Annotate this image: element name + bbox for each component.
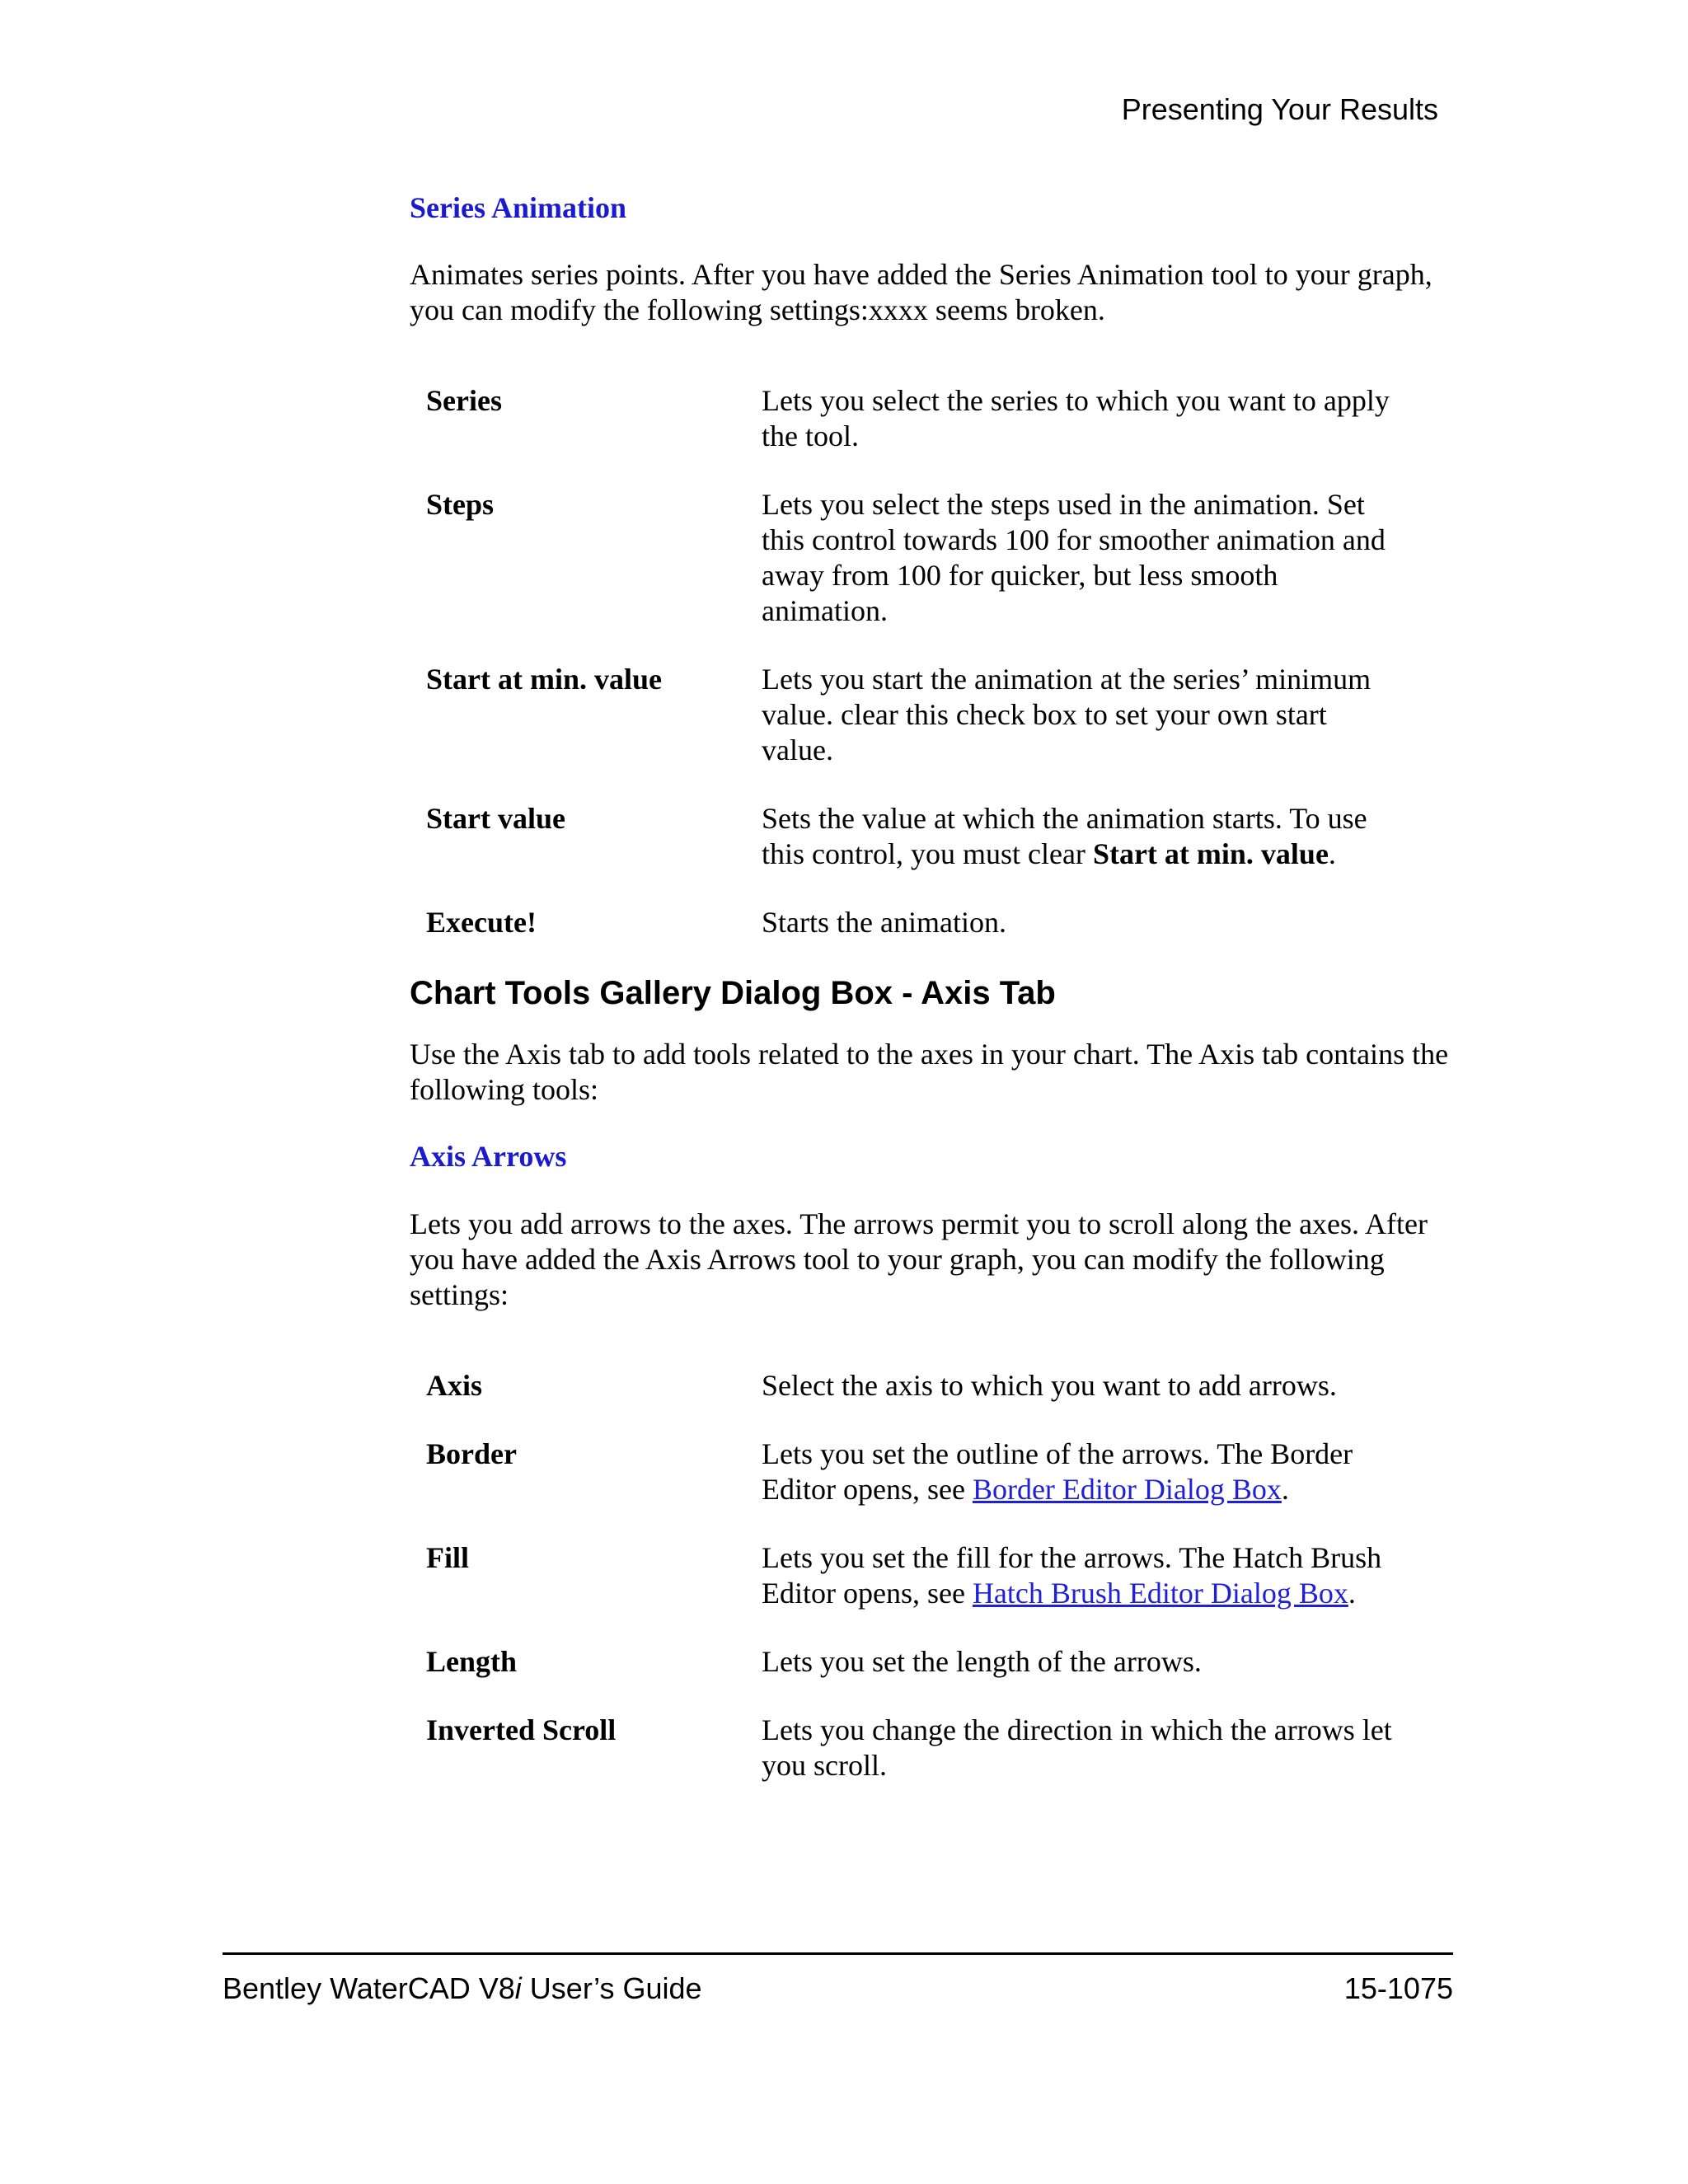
setting-name: Length (426, 1645, 518, 1678)
border-editor-link[interactable]: Border Editor Dialog Box (972, 1473, 1282, 1506)
setting-description: Lets you select the series to which you want to apply the tool. (762, 384, 1390, 452)
setting-description-text: Sets the value at which the animation starts. To use this control, you must clear (762, 802, 1367, 870)
setting-name: Start value (426, 802, 565, 835)
series-animation-settings (410, 383, 1465, 940)
axis-arrows-heading: Axis Arrows (410, 1140, 567, 1173)
setting-reference-bold: Start at min. value (1092, 837, 1329, 870)
setting-description-end: . (1328, 837, 1336, 870)
setting-name: Execute! (426, 906, 537, 939)
setting-description-end: . (1281, 1473, 1289, 1506)
setting-name: Series (426, 384, 502, 417)
axis-arrows-settings (410, 1368, 1465, 1783)
footer-guide-title (223, 1971, 702, 2006)
setting-description: Select the axis to which you want to add arrows. (762, 1369, 1337, 1402)
setting-row-length (410, 1644, 1465, 1680)
setting-row-execute (410, 905, 1465, 940)
setting-row-inverted-scroll (410, 1713, 1465, 1783)
axis-arrows-intro: Lets you add arrows to the axes. The arrows permit you to scroll along the axes. After you have added the Axis Arrows tool to your graph, you can modify the following settings: (410, 1207, 1428, 1311)
setting-name: Fill (426, 1541, 469, 1574)
guide-title-suffix: User’s Guide (521, 1971, 702, 2005)
setting-description: Lets you set the length of the arrows. (762, 1645, 1202, 1678)
setting-description (762, 801, 1404, 872)
setting-row-border (410, 1436, 1465, 1507)
setting-name: Border (426, 1437, 517, 1470)
setting-description: Lets you select the steps used in the animation. Set this control towards 100 for smoother animation and away from 100 for quicker, but less smooth animation. (762, 488, 1386, 627)
setting-description (762, 1540, 1404, 1611)
hatch-brush-editor-link[interactable]: Hatch Brush Editor Dialog Box (972, 1577, 1348, 1610)
setting-description: Lets you start the animation at the series’ minimum value. clear this check box to set your own start value. (762, 663, 1372, 766)
setting-description (762, 1436, 1404, 1507)
page-body (410, 190, 1465, 1783)
axis-tab-title: Chart Tools Gallery Dialog Box - Axis Tab (410, 975, 1056, 1011)
axis-tab-intro: Use the Axis tab to add tools related to the axes in your chart. The Axis tab contains the following tools: (410, 1038, 1449, 1106)
setting-row-axis (410, 1368, 1465, 1404)
guide-title-italic: i (514, 1971, 522, 2005)
setting-name: Steps (426, 488, 495, 521)
series-animation-heading: Series Animation (410, 191, 627, 224)
page-number: 15-1075 (1343, 1971, 1453, 2005)
running-head: Presenting Your Results (1121, 92, 1438, 126)
setting-name: Axis (426, 1369, 483, 1402)
setting-row-start-at-min (410, 662, 1465, 768)
setting-description-text: Lets you set the fill for the arrows. The Hatch Brush Editor opens, see (762, 1541, 1382, 1610)
footer-rule (223, 1952, 1453, 1955)
setting-name: Inverted Scroll (426, 1713, 617, 1746)
setting-row-steps (410, 487, 1465, 629)
setting-row-series (410, 383, 1465, 454)
guide-title-prefix: Bentley WaterCAD V8 (223, 1971, 515, 2005)
setting-description: Lets you change the direction in which the arrows let you scroll. (762, 1713, 1392, 1782)
setting-name: Start at min. value (426, 663, 662, 696)
setting-description-end: . (1348, 1577, 1356, 1610)
series-animation-intro: Animates series points. After you have added the Series Animation tool to your graph, you can modify the following settings:xxxx seems broken. (410, 258, 1432, 326)
setting-description-text: Lets you set the outline of the arrows. The Border Editor opens, see (762, 1437, 1353, 1506)
setting-row-fill (410, 1540, 1465, 1611)
setting-description: Starts the animation. (762, 906, 1006, 939)
setting-row-start-value (410, 801, 1465, 872)
